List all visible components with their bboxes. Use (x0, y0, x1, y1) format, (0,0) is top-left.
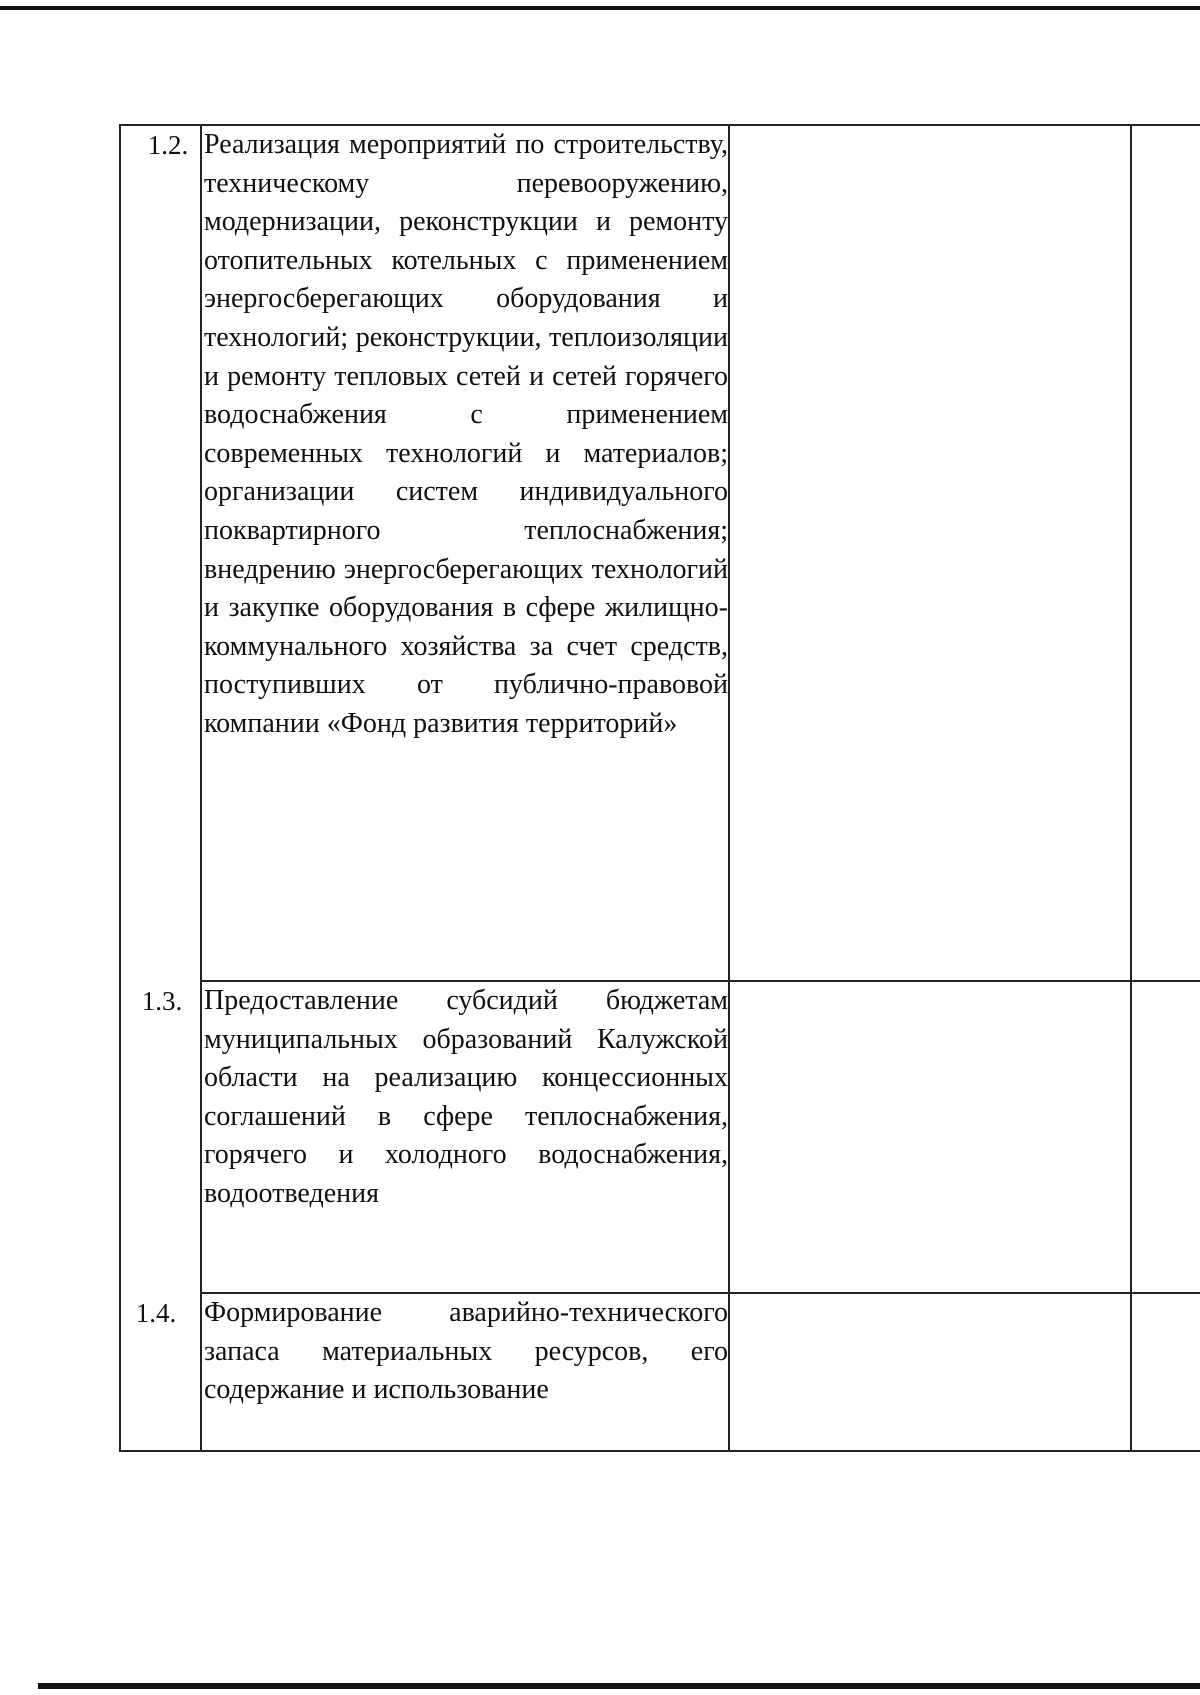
row-text: Формирование аварийно-технического запаса материальных ресурсов, его содержание и использование (204, 1297, 728, 1406)
row-number: 1.2. (147, 130, 189, 160)
row-text: Реализация мероприятий по строительству, техническому перевооружению, модернизации, реконструкции и ремонту отопительных котельных с применением энергосберегающих оборудования и технологий; реконструкции, теплоизоляции и ремонту тепловых сетей и сетей горячего водоснабжения с применением современных технологий и материалов; организации систем индивидуального поквартирного теплоснабжения; внедрению энергосберегающих технологий и закупке оборудования в сфере жилищно-коммунального хозяйства за счет средств, поступивших от публично-правовой компании «Фонд развития территорий» (204, 129, 728, 739)
table-bottom-border (119, 1450, 1200, 1452)
row-number: 1.4. (135, 1298, 177, 1328)
column-divider-right (728, 124, 730, 1452)
top-rule (0, 6, 1200, 10)
row-number: 1.3. (141, 986, 183, 1016)
bottom-rule (38, 1683, 1200, 1689)
column-divider-far-right (1130, 124, 1132, 1452)
column-divider-text (200, 124, 202, 1452)
row-text: Предоставление субсидий бюджетам муниципальных образований Калужской области на реализацию концессионных соглашений в сфере теплоснабжения, горячего и холодного водоснабжения, водоотведения (204, 985, 728, 1209)
table-left-border (119, 124, 121, 1452)
